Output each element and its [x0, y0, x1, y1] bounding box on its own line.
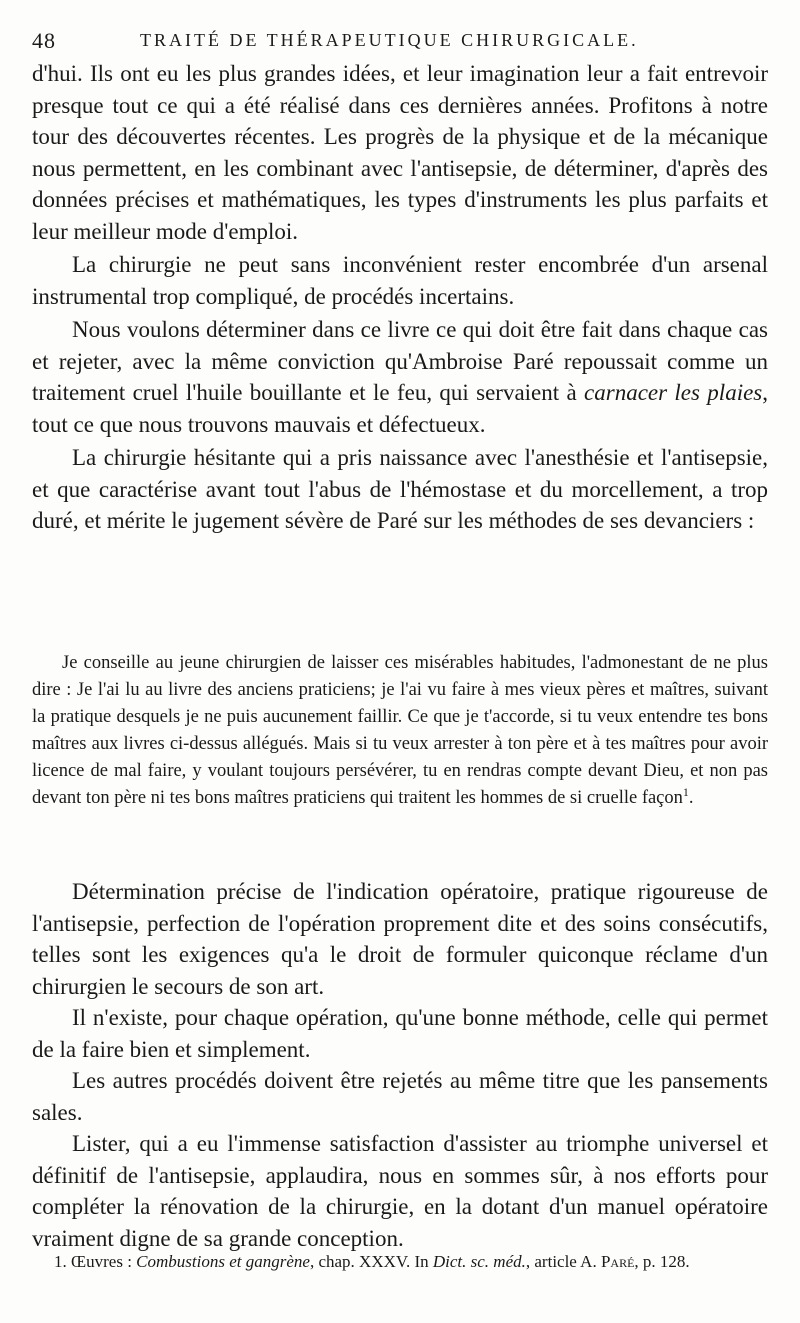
footnote-title: Combustions et gangrène [136, 1252, 310, 1271]
paragraph-6: Il n'existe, pour chaque opération, qu'une bonne méthode, celle qui permet de la faire bien et simplement. [32, 1005, 768, 1062]
footnote [32, 1250, 768, 1274]
paragraph-3 [32, 314, 768, 440]
quote-text [32, 650, 768, 812]
quote-body: Je conseille au jeune chirurgien de laisser ces misérables habitudes, l'admonestant de ne plus dire : Je l'ai lu au livre des anciens praticiens; je l'ai vu faire à mes vieux pères et maîtres, suivant la pratique desquels je ne puis aucunement faillir. Ce que je t'accorde, si tu veux entendre tes bons maîtres aux livres ci-dessus allégués. Mais si tu veux arrester à ton père et à tes maîtres pour avoir licence de mal faire, y voulant toujours persévérer, tu en rendras compte devant Dieu, et non pas devant ton père ni tes bons maîtres praticiens qui traitent les hommes de si cruelle façon [32, 653, 768, 808]
paragraph-1: d'hui. Ils ont eu les plus grandes idées, et leur imagination leur a fait entrevoir presque tout ce qui a été réalisé dans ces dernières années. Profitons à notre tour des découvertes récentes. Les progrès de la physique et de la mécanique nous permettent, en les combinant avec l'antisepsie, de déterminer, d'après des données précises et mathématiques, les types d'instruments les plus parfaits et leur meilleur mode d'emploi. [32, 61, 768, 244]
paragraph-5: Détermination précise de l'indication opératoire, pratique rigoureuse de l'antisepsie, perfection de l'opération proprement dite et des soins consécutifs, telles sont les exigences qu'a le droit de formuler quiconque réclame d'un chirurgien le secours de son art. [32, 879, 768, 999]
quote-end: . [688, 788, 694, 808]
block-quote [32, 650, 768, 812]
paragraph-3-end: , tout ce que nous trouvons mauvais et défectueux. [32, 380, 768, 437]
footnote-text [32, 1250, 768, 1274]
main-text [32, 58, 768, 537]
footnote-mid: , chap. XXXV. In [309, 1252, 433, 1271]
footnote-number: 1. Œuvres : [54, 1252, 137, 1271]
footnote-author: Paré [600, 1252, 635, 1271]
paragraph-3-start: Nous voulons déterminer dans ce livre ce qui doit être fait dans chaque cas et rejeter, avec la même conviction qu'Ambroise Paré repoussait comme un traitement cruel l'huile bouillante et le feu, qui servaient à [32, 317, 768, 405]
paragraph-3-italic: carnacer les plaies [584, 380, 763, 405]
footnote-article: , article A. [525, 1252, 601, 1271]
paragraph-2: La chirurgie ne peut sans inconvénient rester encombrée d'un arsenal instrumental trop compliqué, de procédés incertains. [32, 252, 768, 309]
page-header [30, 28, 780, 58]
running-title: TRAITÉ DE THÉRAPEUTIQUE CHIRURGICALE. [140, 30, 639, 50]
footnote-ref: Dict. sc. méd. [432, 1252, 526, 1271]
footnote-end: , p. 128. [634, 1252, 690, 1271]
footnote-reference: 1 [682, 784, 689, 799]
main-text-continued [32, 876, 768, 1254]
page-number: 48 [32, 28, 56, 53]
paragraph-4: La chirurgie hésitante qui a pris naissance avec l'anesthésie et l'antisepsie, et que caractérise avant tout l'abus de l'hémostase et du morcellement, a trop duré, et mérite le jugement sévère de Paré sur les méthodes de ses devanciers : [32, 445, 768, 533]
paragraph-8: Lister, qui a eu l'immense satisfaction d'assister au triomphe universel et définitif de l'antisepsie, applaudira, nous en sommes sûr, à nos efforts pour compléter la rénovation de la chirurgie, en la dotant d'un manuel opératoire vraiment digne de sa grande conception. [32, 1131, 768, 1251]
paragraph-7: Les autres procédés doivent être rejetés au même titre que les pansements sales. [32, 1068, 768, 1125]
